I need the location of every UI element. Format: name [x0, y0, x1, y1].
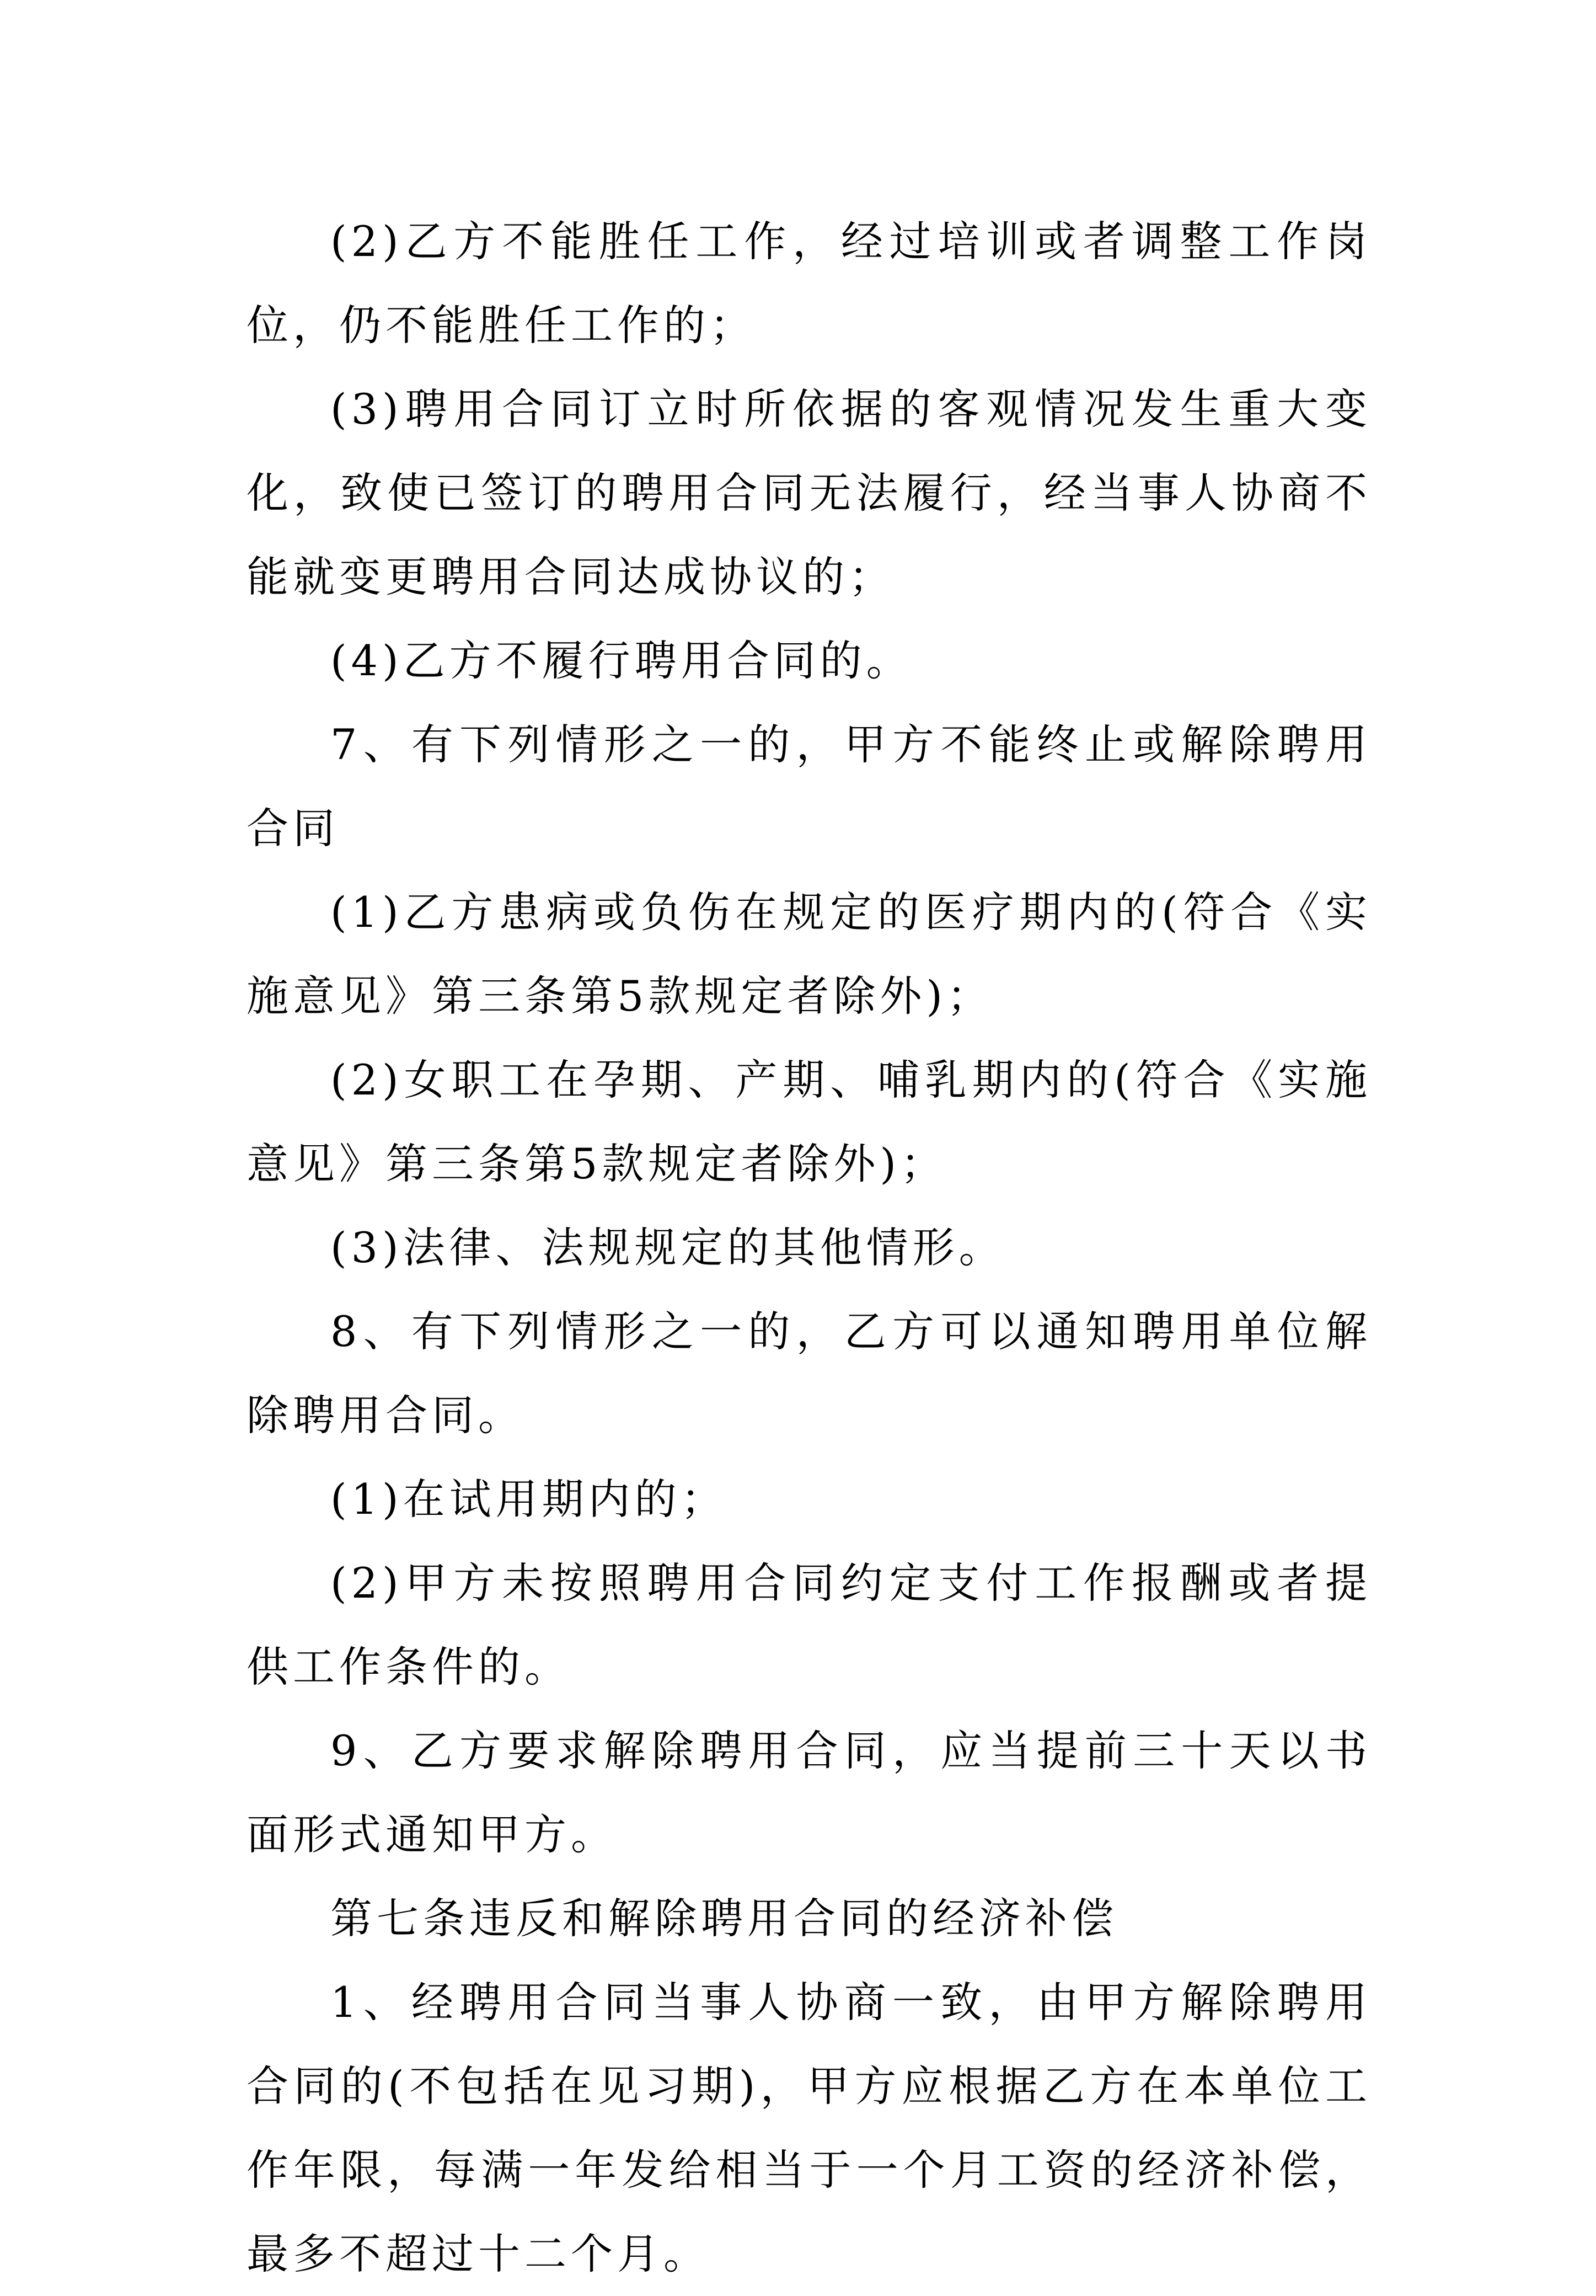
section-heading: 第七条违反和解除聘用合同的经济补偿: [330, 1894, 1118, 1943]
paragraph: 7、有下列情形之一的，甲方不能终止或解除聘用合同: [247, 720, 1372, 853]
paragraph: 8、有下列情形之一的，乙方可以通知聘用单位解除聘用合同。: [247, 1307, 1372, 1440]
paragraph: (2)乙方不能胜任工作，经过培训或者调整工作岗位，仍不能胜任工作的；: [247, 217, 1372, 350]
paragraph: (2)甲方未按照聘用合同约定支付工作报酬或者提供工作条件的。: [247, 1558, 1372, 1691]
paragraph: (3)聘用合同订立时所依据的客观情况发生重大变化，致使已签订的聘用合同无法履行，经当事人协商不能就变更聘用合同达成协议的；: [247, 385, 1372, 601]
paragraph: (1)在试用期内的；: [330, 1475, 727, 1524]
paragraph: (4)乙方不履行聘用合同的。: [330, 636, 913, 685]
paragraph: (1)乙方患病或负伤在规定的医疗期内的(符合《实施意见》第三条第5款规定者除外)；: [247, 888, 1372, 1021]
paragraph: (3)法律、法规规定的其他情形。: [330, 1223, 1005, 1272]
paragraph: 1、经聘用合同当事人协商一致，由甲方解除聘用合同的(不包括在见习期)，甲方应根据乙方在本单位工作年限，每满一年发给相当于一个月工资的经济补偿，最多不超过十二个月。: [247, 1978, 1372, 2278]
paragraph: (2)女职工在孕期、产期、哺乳期内的(符合《实施意见》第三条第5款规定者除外)；: [247, 1055, 1372, 1188]
paragraph: 9、乙方要求解除聘用合同，应当提前三十天以书面形式通知甲方。: [247, 1726, 1372, 1859]
document-body: [247, 200, 1372, 2296]
